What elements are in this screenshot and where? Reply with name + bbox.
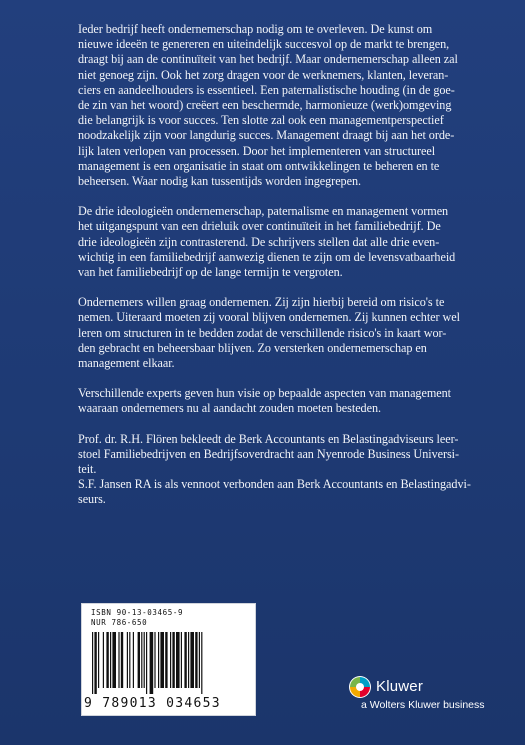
barcode-bar (110, 632, 111, 688)
barcode-bar (188, 632, 189, 688)
barcode-bar (129, 632, 130, 688)
barcode-bar (98, 632, 99, 688)
barcode-bar (195, 632, 197, 688)
paragraph-experts: Verschillende experts geven hun visie op bepaalde aspecten van management waaraan ondernemers nu al aandacht zouden moeten besteden. (78, 386, 452, 416)
barcode-icon (90, 632, 246, 694)
barcode-bar (146, 632, 147, 694)
barcode-bar (144, 632, 145, 688)
barcode-bar (133, 632, 134, 688)
paragraph-entrepreneurs: Ondernemers willen graag ondernemen. Zij zijn hierbij bereid om risico's te nemen. Uiteraard moeten zij vooral blijven ondernemen. Zij kunnen echter wel leren om structuren in te bedden zodat de verschillende risico's in kaart wor- den gebracht en beheersbaar blijven. Zo versterken ondernemerschap en management elkaar. (78, 295, 460, 371)
barcode-bar (160, 632, 164, 688)
barcode-bar (103, 632, 104, 688)
barcode-bar (172, 632, 174, 688)
blurb-text (78, 22, 508, 508)
barcode-bar (158, 632, 159, 688)
publisher-logo (348, 675, 518, 719)
barcode-bar (127, 632, 128, 688)
barcode-bar (106, 632, 108, 688)
barcode-bar (141, 632, 142, 688)
barcode-bar (150, 632, 154, 694)
isbn-number: ISBN 90-13-03465-9 (91, 608, 184, 617)
barcode-bar (176, 632, 180, 688)
paragraph-ideologies: De drie ideologieën ondernemerschap, paternalisme en management vormen het uitgangspunt van een drieluik over continuïteit in het familiebedrijf. De drie ideologieën zijn contrasterend. De schrijvers stellen dat alle drie even- wichtig in een familiebedrijf aanwezig dienen te zijn om de levensvatbaarheid van het familiebedrijf op de lange termijn te vergroten. (78, 204, 456, 280)
barcode-bar (118, 632, 119, 688)
ean-number: 9 789013 034653 (84, 696, 221, 711)
barcode-bar (92, 632, 93, 694)
kluwer-globe-icon (348, 675, 372, 699)
barcode-bar (121, 632, 123, 688)
barcode-bar (165, 632, 167, 688)
barcode-bar (94, 632, 96, 694)
barcode-bar (199, 632, 200, 688)
barcode-bar (170, 632, 171, 688)
publisher-tagline: a Wolters Kluwer business (361, 699, 485, 711)
author-bio-floren: Prof. dr. R.H. Flören bekleedt de Berk Accountants en Belastingadviseurs leer- stoel Familiebedrijven en Bedrijfsoverdracht aan Nyenrode Business Universi- teit. (78, 431, 460, 477)
barcode-bar (201, 632, 202, 694)
barcode-bar (184, 632, 186, 688)
author-bio-jansen: S.F. Jansen RA is als vennoot verbonden aan Berk Accountants en Belastingadvi- seurs. (78, 477, 471, 507)
barcode-bar (112, 632, 116, 688)
paragraph-intro: Ieder bedrijf heeft ondernemerschap nodig om te overleven. De kunst om nieuwe ideeën te genereren en uiteindelijk succesvol op de markt te brengen, draagt bij aan de continuïteit van het bedrijf. Maar ondernemerschap alleen zal niet genoeg zijn. Ook het zorg dragen voor de werknemers, klanten, leveran- ciers en aandeelhouders is essentieel. Een paternalistische houding (in de goe- de zin van het woord) creëert een beschermde, harmonieuze (werk)omgeving die belangrijk is voor succes. Ten slotte zal ook een managementperspectief noodzakelijk zijn voor langdurig succes. Management draagt bij aan het orde- lijk laten verlopen van processen. Door het implementeren van structureel management is een organisatie in staat om ontwikkelingen te beheren en te beheersen. Waar nodig kan tussentijds worden ingegrepen. (78, 22, 458, 189)
barcode-bar (190, 632, 194, 688)
nur-code: NUR 786-650 (91, 618, 148, 627)
barcode-bar (138, 632, 140, 688)
barcode-bar (181, 632, 182, 688)
isbn-barcode-box (81, 603, 256, 716)
barcode-bar (154, 632, 155, 688)
publisher-name: Kluwer (376, 678, 424, 695)
